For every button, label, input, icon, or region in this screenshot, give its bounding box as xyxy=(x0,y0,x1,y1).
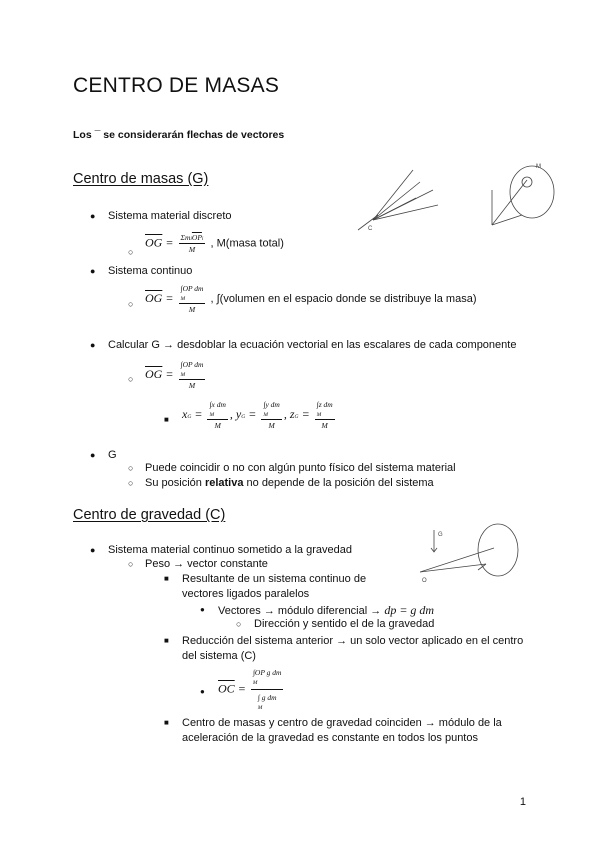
g-label: G xyxy=(108,449,117,461)
bullet-square: ■ xyxy=(164,636,169,645)
bullet-dot: ● xyxy=(90,545,96,555)
component-formulas: xG = ∫x dm M M , yG = ∫y dm M M , zG = ∫z dm M M xyxy=(182,400,333,430)
discrete-system-label: Sistema material discreto xyxy=(108,210,232,222)
peso-text: Peso → vector constante xyxy=(145,558,268,570)
vectores-text: Vectores → módulo diferencial → dp = g dm xyxy=(218,603,435,617)
page-number: 1 xyxy=(519,796,526,808)
reduccion-line-2: del sistema (C) xyxy=(182,650,256,662)
heading-centro-de-masas: Centro de masas (G) xyxy=(73,171,209,187)
continuous-system-label: Sistema continuo xyxy=(108,265,193,277)
bullet-dot: ● xyxy=(200,605,205,614)
integral-volume-note: , ∫(volumen en el espacio donde se distribuye la masa) xyxy=(210,292,477,305)
oc-formula: $\overline{OC}$ = ∫OP g dm M ∫ g dm M xyxy=(218,668,282,711)
og-continuous-fraction: ∫OP dm M M xyxy=(180,284,204,314)
bullet-square: ■ xyxy=(164,415,169,424)
bullet-dot: ● xyxy=(90,450,96,460)
heading-centro-de-gravedad: Centro de gravedad (C) xyxy=(73,507,226,523)
continuous-gravity-text: Sistema material continuo sometido a la gravedad xyxy=(108,544,352,556)
bullet-circle: ○ xyxy=(128,299,134,309)
page-title: CENTRO DE MASAS xyxy=(73,74,280,97)
og-discrete-fraction: $\frac{\Sigma mi\overline{OP}i}{M}$ xyxy=(180,233,204,254)
sketch-g-label: G xyxy=(438,532,443,538)
bullet-dot: ● xyxy=(90,266,96,276)
og-discrete-formula: $\overline{OG}$ = $\frac{\Sigma mi\overline{OP}i}{M}$ , M(masa total) xyxy=(145,233,284,254)
dp-equation: dp = g dm xyxy=(384,603,435,617)
bullet-square: ■ xyxy=(164,574,169,583)
oc-fraction: ∫OP g dm M ∫ g dm M xyxy=(252,668,282,711)
gravity-sketch xyxy=(420,520,535,588)
oc-symbol: $\overline{OC}$ xyxy=(218,681,235,696)
total-mass-note: , M(masa total) xyxy=(210,237,284,250)
bullet-circle: ○ xyxy=(128,247,134,257)
centro-line-2: aceleración de la gravedad es constante en todos los puntos xyxy=(182,732,478,744)
g-item-position: Su posición relativa no depende de la posición del sistema xyxy=(145,477,434,489)
bullet-dot: ● xyxy=(90,211,96,221)
calculate-g-text: Calcular G → desdoblar la ecuación vectorial en las escalares de cada componente xyxy=(108,339,517,351)
g-item-coincide: Puede coincidir o no con algún punto físico del sistema material xyxy=(145,462,456,474)
direccion-text: Dirección y sentido el de la gravedad xyxy=(254,618,435,630)
reduccion-line-1: Reducción del sistema anterior → un solo vector aplicado en el centro xyxy=(182,635,524,647)
og-formula-repeat: $\overline{OG}$ = ∫OP dm M M xyxy=(145,360,204,390)
og-continuous-formula: $\overline{OG}$ = ∫OP dm M M , ∫(volumen en el espacio donde se distribuye la masa) xyxy=(145,284,477,314)
og-symbol: $\overline{OG}$ xyxy=(145,235,163,250)
sketch-o-label: O xyxy=(422,578,427,584)
bullet-circle: ○ xyxy=(128,478,134,488)
centro-line-1: Centro de masas y centro de gravedad coinciden → módulo de la xyxy=(182,717,502,729)
vector-notation-note: Los ¯ se considerarán flechas de vectores xyxy=(73,129,285,141)
resultante-line-1: Resultante de un sistema continuo de xyxy=(182,573,367,585)
bullet-circle: ○ xyxy=(236,619,242,629)
continuous-body-sketch xyxy=(482,160,562,232)
discrete-masses-sketch xyxy=(338,160,466,232)
bullet-circle: ○ xyxy=(128,463,134,473)
sketch-mass-label: M xyxy=(536,164,541,170)
bullet-dot: ● xyxy=(90,340,96,350)
bullet-circle: ○ xyxy=(128,559,134,569)
resultante-line-2: vectores ligados paralelos xyxy=(182,588,310,600)
sketch-origin-label: C xyxy=(368,226,373,232)
bullet-circle: ○ xyxy=(128,374,134,384)
bullet-square: ■ xyxy=(164,718,169,727)
bullet-dot: ● xyxy=(200,687,205,696)
